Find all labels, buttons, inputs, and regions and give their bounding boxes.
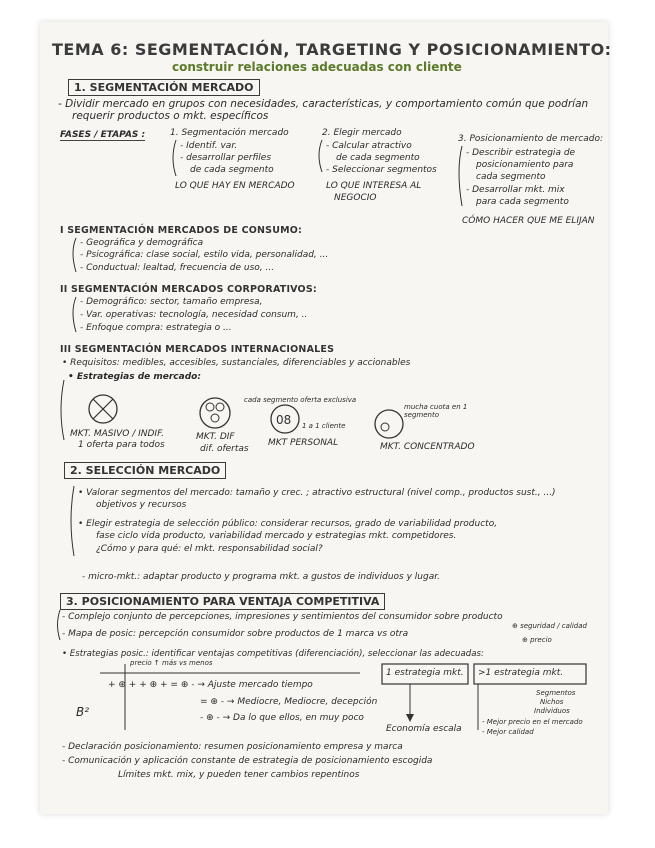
phase2-summary-2: NEGOCIO	[334, 193, 377, 203]
consumer-geo: - Geográfica y demográfica	[80, 238, 204, 248]
s1-definition-line2: requerir productos o mkt. específicos	[72, 110, 269, 122]
concentrated-market-label: MKT. CONCENTRADO	[380, 442, 475, 452]
s3-price-note: ⊕ precio	[522, 636, 552, 644]
s2-choose-line2: fase ciclo vida producto, variabilidad mercado y estrategias mkt. competidores.	[96, 531, 457, 541]
s3-limits: Límites mkt. mix, y pueden tener cambios repentinos	[118, 770, 360, 780]
s2-micro-mkt: - micro-mkt.: adaptar producto y programa mkt. a gustos de individuos y lugar.	[82, 572, 440, 582]
corporate-demo: - Demográfico: sector, tamaño empresa,	[80, 297, 263, 307]
phase3-item-e: para cada segmento	[476, 197, 569, 207]
phase1-item-a: - Identif. var.	[180, 141, 238, 151]
corporate-operative: - Var. operativas: tecnología, necesidad consum, ..	[80, 310, 308, 320]
grid-row-3: - ⊕ - → Da lo que ellos, en muy poco	[200, 713, 364, 723]
s2-valuate-line1: • Valorar segmentos del mercado: tamaño y crec. ; atractivo estructural (nivel comp., productos sust., ...)	[78, 488, 556, 498]
phase1-title: 1. Segmentación mercado	[170, 128, 289, 138]
phase1-item-b: - desarrollar perfiles	[180, 153, 272, 163]
s1-definition-line1: - Dividir mercado en grupos con necesidades, características, y comportamiento común que podrían	[58, 98, 589, 110]
one-strategy-label: 1 estrategia mkt.	[386, 668, 464, 678]
consumer-psycho: - Psicográfica: clase social, estilo vida, personalidad, ...	[80, 250, 329, 260]
personal-market-note: 1 a 1 cliente	[302, 422, 346, 430]
consumer-segmentation-heading: I SEGMENTACIÓN MERCADOS DE CONSUMO:	[60, 225, 303, 236]
one-strategy-outcome: Economía escala	[386, 724, 462, 734]
phase2-item-a: - Calcular atractivo	[326, 141, 412, 151]
phase3-item-c: cada segmento	[476, 172, 546, 182]
page-title: TEMA 6: SEGMENTACIÓN, TARGETING Y POSICIONAMIENTO:	[52, 40, 612, 59]
dif-market-label: MKT. DIF	[196, 432, 235, 442]
s2-choose-line3: ¿Cómo y para qué: el mkt. responsabilidad social?	[96, 544, 323, 554]
grid-row-1: + ⊕ + + ⊕ + = ⊕ - → Ajuste mercado tiempo	[108, 680, 313, 690]
dif-market-sub: dif. ofertas	[200, 444, 249, 454]
phase3-summary: CÓMO HACER QUE ME ELIJAN	[462, 216, 595, 226]
multi-segments: Segmentos	[536, 689, 576, 697]
multi-niches: Nichos	[540, 698, 564, 706]
multi-strategy-label: >1 estrategia mkt.	[478, 668, 564, 678]
phase2-title: 2. Elegir mercado	[322, 128, 402, 138]
requirements: • Requisitos: medibles, accesibles, sustanciales, diferenciables y accionables	[62, 358, 411, 368]
phase3-item-b: posicionamiento para	[476, 160, 574, 170]
phase2-item-b: de cada segmento	[336, 153, 420, 163]
section-2-heading: 2. SELECCIÓN MERCADO	[64, 462, 226, 479]
s3-declaration: - Declaración posicionamiento: resumen posicionamiento empresa y marca	[62, 742, 403, 752]
corporate-purchase: - Enfoque compra: estrategia o ...	[80, 323, 232, 333]
consumer-behavior: - Conductual: lealtad, frecuencia de uso, ...	[80, 263, 275, 273]
multi-individuals: Individuos	[534, 707, 570, 715]
personal-market-label: MKT PERSONAL	[268, 438, 339, 448]
international-segmentation-heading: III SEGMENTACIÓN MERCADOS INTERNACIONALES	[60, 344, 335, 355]
phase3-item-d: - Desarrollar mkt. mix	[466, 185, 565, 195]
section-1-heading: 1. SEGMENTACIÓN MERCADO	[68, 79, 260, 96]
s2-valuate-line2: objetivos y recursos	[96, 500, 187, 510]
svg-text:08: 08	[276, 413, 292, 427]
phase1-item-c: de cada segmento	[190, 165, 274, 175]
page-subtitle: construir relaciones adecuadas con cliente	[172, 60, 462, 74]
dif-market-note: cada segmento oferta exclusiva	[244, 396, 357, 404]
s3-perceptions: - Complejo conjunto de percepciones, impresiones y sentimientos del consumidor sobre producto	[62, 612, 503, 622]
phase3-item-a: - Describir estrategia de	[466, 148, 576, 158]
corporate-segmentation-heading: II SEGMENTACIÓN MERCADOS CORPORATIVOS:	[60, 284, 317, 295]
phase2-summary-1: LO QUE INTERESA AL	[326, 181, 422, 191]
s3-communication: - Comunicación y aplicación constante de estrategia de posicionamiento escogida	[62, 756, 433, 766]
s2-choose-line1: • Elegir estrategia de selección público: considerar recursos, grado de variabilidad producto,	[78, 519, 498, 529]
mass-market-sub: 1 oferta para todos	[78, 440, 165, 450]
phase3-title: 3. Posicionamiento de mercado:	[458, 134, 603, 144]
concentrated-market-note: mucha cuota en 1 segmento	[404, 403, 468, 419]
phase2-item-c: - Seleccionar segmentos	[326, 165, 437, 175]
phase1-summary: LO QUE HAY EN MERCADO	[175, 181, 295, 191]
s3-position-map: - Mapa de posic: percepción consumidor sobre productos de 1 marca vs otra	[62, 629, 409, 639]
bs-label: B²	[76, 705, 90, 719]
market-strategies-label: • Estrategias de mercado:	[68, 372, 201, 382]
grid-row-2: = ⊕ - → Mediocre, Mediocre, decepción	[200, 697, 378, 707]
multi-best-quality: - Mejor calidad	[482, 728, 534, 736]
section-3-heading: 3. POSICIONAMIENTO PARA VENTAJA COMPETITIVA	[60, 593, 385, 610]
multi-best-price: - Mejor precio en el mercado	[482, 718, 583, 726]
s3-quality-note: ⊕ seguridad / calidad	[512, 622, 587, 630]
grid-header: precio ↑ más vs menos	[130, 659, 213, 667]
mass-market-label: MKT. MASIVO / INDIF.	[70, 429, 164, 439]
s3-strategies: • Estrategias posic.: identificar ventajas competitivas (diferenciación), seleccionar las adecuadas:	[62, 649, 484, 659]
phases-label: FASES / ETAPAS :	[60, 130, 146, 140]
